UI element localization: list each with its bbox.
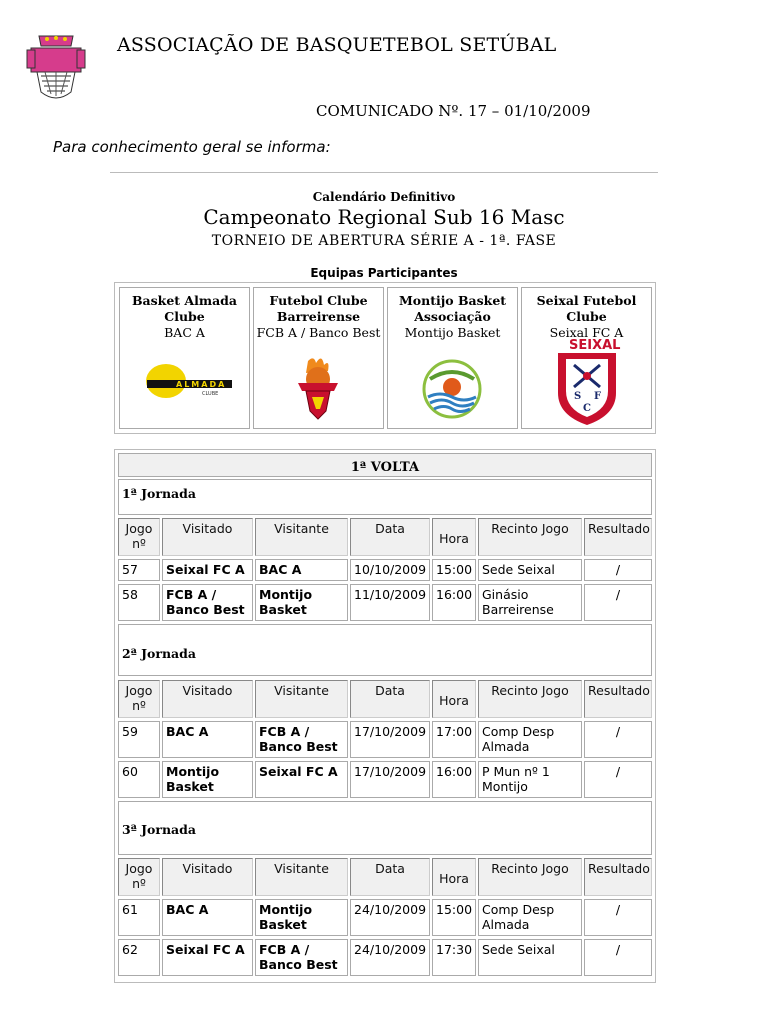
venue: Comp Desp Almada — [478, 899, 582, 936]
team-name: Montijo Basket Associação — [398, 293, 507, 324]
away-team: Montijo Basket — [255, 899, 348, 936]
championship-title: Campeonato Regional Sub 16 Masc — [203, 205, 565, 229]
game-number: 59 — [118, 721, 160, 758]
team-code: FCB A / Banco Best — [256, 325, 381, 340]
venue: P Mun nº 1 Montijo — [478, 761, 582, 798]
column-header: Hora — [432, 858, 476, 896]
association-title: ASSOCIAÇÃO DE BASQUETEBOL SETÚBAL — [117, 34, 557, 56]
svg-text:ALMADA: ALMADA — [176, 380, 227, 389]
away-team: FCB A / Banco Best — [255, 939, 348, 976]
game-time: 16:00 — [432, 761, 476, 798]
away-team: Seixal FC A — [255, 761, 348, 798]
column-header: Resultado — [584, 858, 652, 896]
game-date: 10/10/2009 — [350, 559, 430, 581]
home-team: BAC A — [162, 899, 253, 936]
venue: Ginásio Barreirense — [478, 584, 582, 621]
almada-logo-icon — [120, 355, 249, 425]
association-crest-icon — [25, 32, 87, 104]
team-code: Montijo Basket — [404, 325, 501, 340]
svg-text:SEIXAL: SEIXAL — [569, 338, 621, 353]
teams-label: Equipas Participantes — [310, 266, 458, 280]
column-header: Hora — [432, 680, 476, 718]
column-header: Recinto Jogo — [478, 858, 582, 896]
team-cell — [119, 287, 250, 429]
column-header: Jogo nº — [118, 858, 160, 896]
home-team: Seixal FC A — [162, 559, 253, 581]
column-header: Resultado — [584, 518, 652, 556]
column-header: Recinto Jogo — [478, 680, 582, 718]
team-name: Futebol Clube Barreirense — [269, 293, 368, 324]
team-cell — [521, 287, 652, 429]
seixal-logo-icon — [522, 333, 651, 427]
venue: Sede Seixal — [478, 939, 582, 976]
column-header: Visitado — [162, 680, 253, 718]
round-label: 1ª Jornada — [118, 479, 652, 515]
volta-header: 1ª VOLTA — [118, 453, 652, 477]
column-header: Visitado — [162, 858, 253, 896]
column-header: Visitante — [255, 680, 348, 718]
column-header: Recinto Jogo — [478, 518, 582, 556]
column-header: Jogo nº — [118, 680, 160, 718]
team-code: BAC A — [164, 325, 205, 340]
game-number: 61 — [118, 899, 160, 936]
venue: Sede Seixal — [478, 559, 582, 581]
game-time: 17:00 — [432, 721, 476, 758]
home-team: BAC A — [162, 721, 253, 758]
column-header: Data — [350, 680, 430, 718]
home-team: FCB A / Banco Best — [162, 584, 253, 621]
away-team: FCB A / Banco Best — [255, 721, 348, 758]
intro-text: Para conhecimento geral se informa: — [53, 138, 331, 156]
result: / — [584, 721, 652, 758]
result: / — [584, 559, 652, 581]
round-label: 3ª Jornada — [118, 801, 652, 855]
result: / — [584, 939, 652, 976]
barreirense-logo-icon — [254, 355, 383, 425]
column-header: Hora — [432, 518, 476, 556]
away-team: Montijo Basket — [255, 584, 348, 621]
game-number: 60 — [118, 761, 160, 798]
column-header: Visitante — [255, 518, 348, 556]
team-cell — [253, 287, 384, 429]
team-name: Seixal Futebol Clube — [536, 293, 637, 324]
game-date: 11/10/2009 — [350, 584, 430, 621]
teams-table — [114, 282, 656, 434]
column-header: Jogo nº — [118, 518, 160, 556]
game-time: 16:00 — [432, 584, 476, 621]
svg-text:F: F — [594, 391, 602, 402]
game-date: 17/10/2009 — [350, 721, 430, 758]
game-date: 24/10/2009 — [350, 939, 430, 976]
montijo-logo-icon — [388, 355, 517, 425]
column-header: Data — [350, 518, 430, 556]
column-header: Visitado — [162, 518, 253, 556]
result: / — [584, 761, 652, 798]
tournament-subtitle: TORNEIO DE ABERTURA SÉRIE A - 1ª. FASE — [211, 233, 557, 249]
column-header: Resultado — [584, 680, 652, 718]
schedule-table — [114, 449, 656, 983]
calendar-label: Calendário Definitivo — [312, 190, 456, 204]
round-label: 2ª Jornada — [118, 624, 652, 676]
column-header: Data — [350, 858, 430, 896]
comunicado-number: COMUNICADO Nº. 17 – 01/10/2009 — [316, 102, 591, 120]
away-team: BAC A — [255, 559, 348, 581]
svg-text:S: S — [574, 391, 582, 402]
game-date: 17/10/2009 — [350, 761, 430, 798]
result: / — [584, 899, 652, 936]
team-code: Seixal FC A — [549, 325, 624, 340]
team-cell — [387, 287, 518, 429]
game-number: 57 — [118, 559, 160, 581]
result: / — [584, 584, 652, 621]
game-time: 15:00 — [432, 559, 476, 581]
svg-text:C: C — [583, 403, 591, 414]
home-team: Seixal FC A — [162, 939, 253, 976]
game-number: 62 — [118, 939, 160, 976]
svg-text:CLUBE: CLUBE — [202, 391, 219, 397]
venue: Comp Desp Almada — [478, 721, 582, 758]
column-header: Visitante — [255, 858, 348, 896]
divider — [110, 172, 658, 173]
team-name: Basket Almada Clube — [131, 293, 238, 324]
game-time: 15:00 — [432, 899, 476, 936]
game-date: 24/10/2009 — [350, 899, 430, 936]
game-time: 17:30 — [432, 939, 476, 976]
home-team: Montijo Basket — [162, 761, 253, 798]
game-number: 58 — [118, 584, 160, 621]
